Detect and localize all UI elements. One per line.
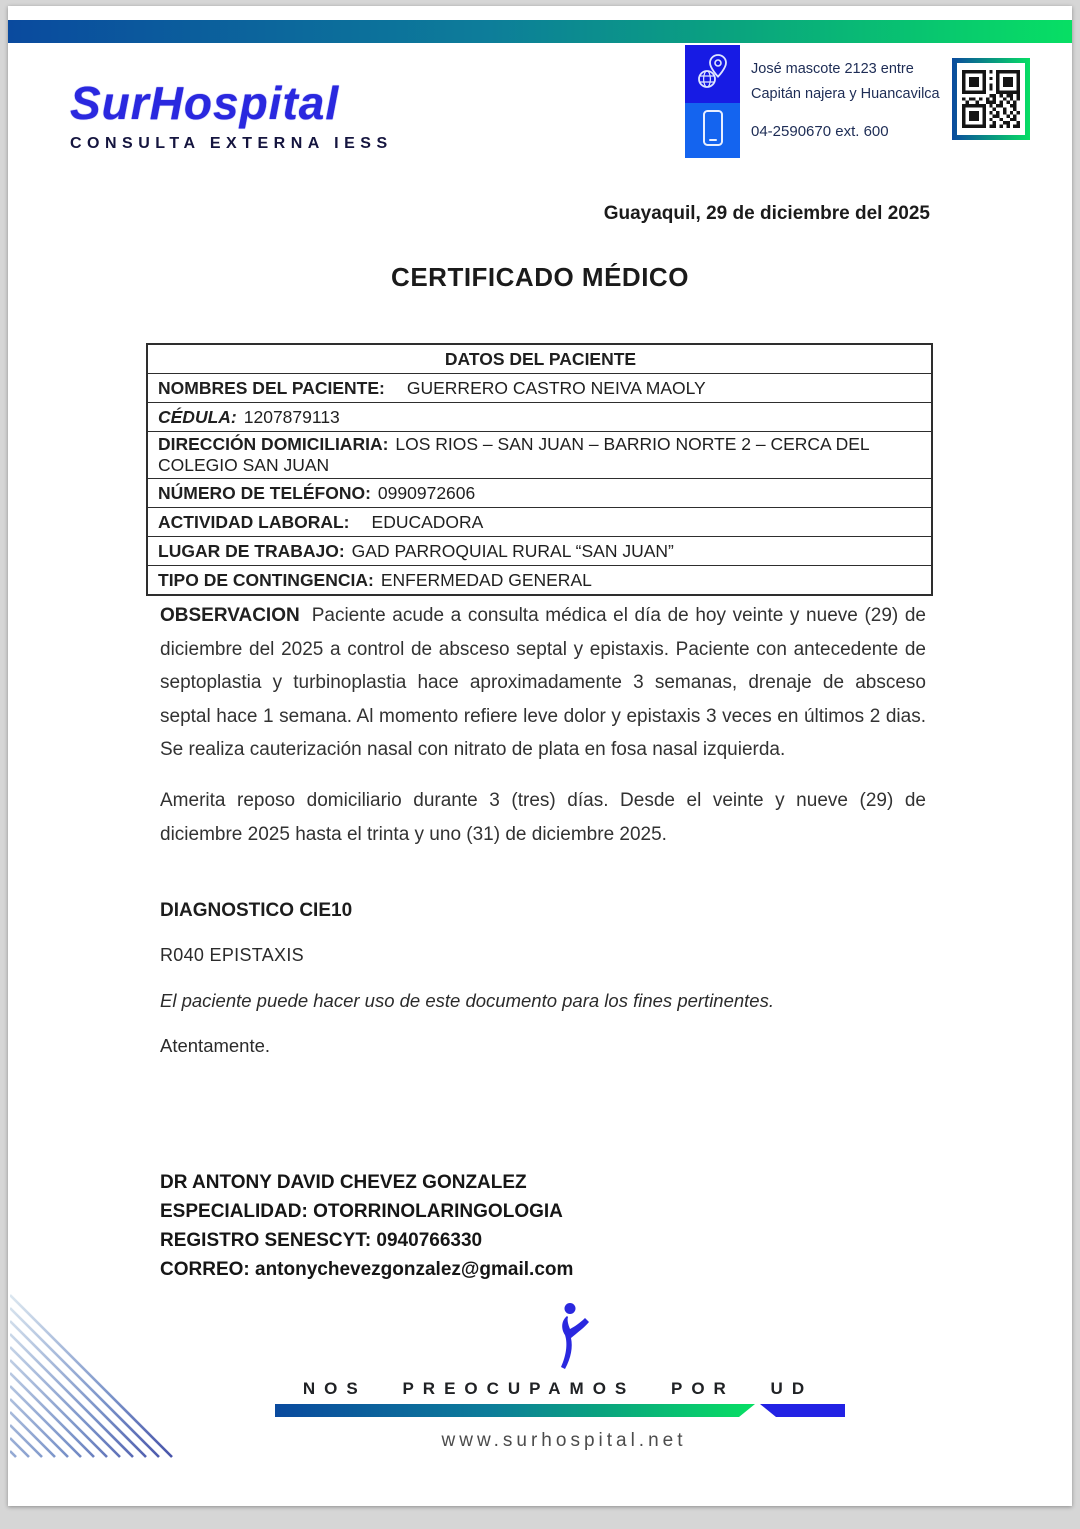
leaping-person-icon [545, 1302, 597, 1377]
row-label: DIRECCIÓN DOMICILIARIA: [158, 434, 389, 454]
row-value: LOS RIOS – SAN JUAN – BARRIO NORTE 2 – CERCA DEL COLEGIO SAN JUAN [158, 434, 870, 475]
row-value: EDUCADORA [371, 511, 484, 532]
row-value: ENFERMEDAD GENERAL [380, 569, 592, 590]
doctor-signature-block [160, 1168, 573, 1284]
logo-title: SurHospital [70, 77, 340, 129]
doctor-email: CORREO: antonychevezgonzalez@gmail.com [160, 1259, 574, 1280]
logo-subtitle: CONSULTA EXTERNA IESS [70, 135, 393, 152]
observation-paragraph [160, 599, 926, 767]
diagonal-lines-decoration [10, 1293, 210, 1463]
rest-paragraph: Amerita reposo domiciliario durante 3 (tres) días. Desde el veinte y nueve (29) de diciembre 2025 hasta el trinta y uno (31) de diciembre 2025. [160, 790, 926, 845]
row-value: GAD PARROQUIAL RURAL “SAN JUAN” [351, 540, 674, 561]
row-label: ACTIVIDAD LABORAL: [158, 511, 350, 532]
hospital-address [751, 57, 981, 107]
diagnosis-code: R040 EPISTAXIS [160, 945, 304, 965]
location-pin-icon [696, 53, 730, 96]
row-value: 0990972606 [377, 482, 476, 503]
table-row [147, 374, 932, 403]
table-row [147, 508, 932, 537]
address-line-1: José mascote 2123 entre [751, 61, 914, 77]
address-line-2: Capitán najera y Huancavilca [751, 86, 940, 102]
row-value: 1207879113 [243, 406, 340, 427]
smartphone-icon [701, 109, 725, 152]
patient-data-table [146, 343, 933, 596]
table-row [147, 566, 932, 596]
table-row [147, 537, 932, 566]
doctor-specialty: ESPECIALIDAD: OTORRINOLARINGOLOGIA [160, 1201, 563, 1222]
table-row [147, 403, 932, 432]
qr-code [957, 63, 1025, 135]
doctor-registry: REGISTRO SENESCYT: 0940766330 [160, 1230, 483, 1251]
table-row [147, 344, 932, 374]
hospital-phone: 04-2590670 ext. 600 [751, 123, 889, 140]
row-label: NÚMERO DE TELÉFONO: [158, 482, 371, 503]
footer-gradient-bar [275, 1404, 755, 1417]
table-header-cell: DATOS DEL PACIENTE [147, 344, 932, 374]
row-label: CÉDULA: [158, 406, 237, 427]
observation-label: OBSERVACION [160, 605, 300, 626]
table-row [147, 432, 932, 479]
row-value: GUERRERO CASTRO NEIVA MAOLY [406, 377, 706, 398]
table-row [147, 479, 932, 508]
observation-text: Paciente acude a consulta médica el día de hoy veinte y nueve (29) de diciembre del 2025 a control de absceso septal y epistaxis. Paciente con antecedente de septoplastia y turbinoplastia hace aproximadamente 3 semanas, drenaje de absceso septal hace 1 semana. Al momento refiere leve dolor y epistaxis 3 veces en últimos 2 dias. Se realiza cauterización nasal con nitrato de plata en fosa nasal izquierda. [160, 605, 926, 760]
document-date: Guayaquil, 29 de diciembre del 2025 [603, 203, 930, 224]
usage-note: El paciente puede hacer uso de este documento para los fines pertinentes. [160, 990, 774, 1011]
diagnosis-heading: DIAGNOSTICO CIE10 [160, 900, 353, 921]
row-label: NOMBRES DEL PACIENTE: [158, 377, 385, 398]
document-title: CERTIFICADO MÉDICO [391, 262, 689, 292]
row-label: LUGAR DE TRABAJO: [158, 540, 345, 561]
qr-code-frame [952, 58, 1030, 140]
hospital-logo [70, 77, 393, 153]
address-icon-box [685, 45, 740, 103]
closing-text: Atentamente. [160, 1035, 271, 1056]
phone-icon-box [685, 103, 740, 158]
contact-block [685, 45, 940, 158]
footer-website: www.surhospital.net [441, 1430, 687, 1451]
row-label: TIPO DE CONTINGENCIA: [158, 569, 374, 590]
header-gradient-bar [8, 20, 1072, 43]
doctor-name: DR ANTONY DAVID CHEVEZ GONZALEZ [160, 1172, 527, 1193]
footer-slogan: NOS PREOCUPAMOS POR UD [302, 1379, 814, 1398]
